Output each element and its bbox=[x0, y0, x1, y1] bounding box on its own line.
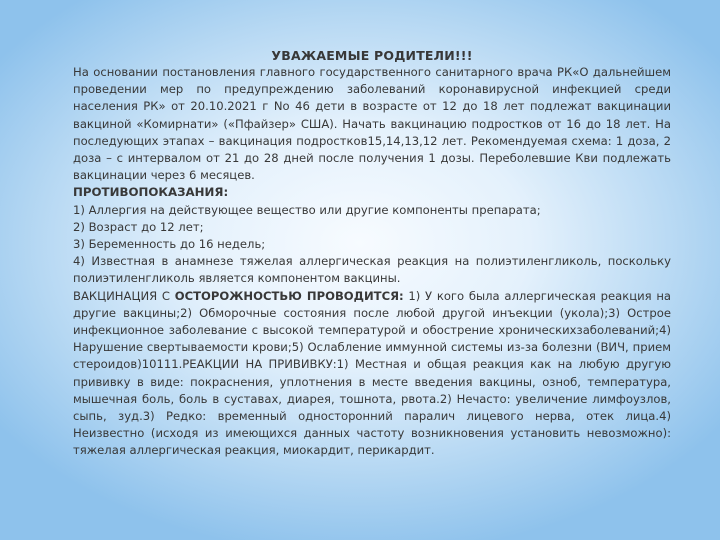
contraindication-item: 3) Беременность до 16 недель; bbox=[73, 237, 266, 252]
notice-title: УВАЖАЕМЫЕ РОДИТЕЛИ!!! bbox=[271, 48, 473, 63]
caution-paragraph bbox=[73, 288, 671, 460]
caution-lead: ВАКЦИНАЦИЯ С bbox=[73, 288, 170, 303]
caution-heading: ОСТОРОЖНОСТЬЮ ПРОВОДИТСЯ: bbox=[174, 288, 404, 303]
contraindications-heading: ПРОТИВОПОКАЗАНИЯ: bbox=[73, 185, 229, 200]
contraindication-item: 4) Известная в анамнезе тяжелая аллергическая реакция на полиэтиленгликоль, поскольку полиэтиленгликоль является компонентом вакцины. bbox=[73, 254, 671, 286]
intro-paragraph: На основании постановления главного государственного санитарного врача РК«О дальнейшем проведении мер по предупреждению заболеваний коронавирусной инфекцией среди населения РК» от 20.10.2021 г No 46 дети в возрасте от 12 до 18 лет подлежат вакцинации вакциной «Комирнати» («Пфайзер» США). Начать вакцинацию подростков от 16 до 18 лет. На последующих этапах – вакцинация подростков15,14,13,12 лет. Рекомендуемая схема: 1 доза, 2 доза – с интервалом от 21 до 28 дней после получения 1 дозы. Переболевшие Кви подлежать вакцинации через 6 месяцев. bbox=[73, 65, 671, 183]
notice-document bbox=[73, 47, 671, 460]
contraindication-item: 2) Возраст до 12 лет; bbox=[73, 219, 204, 234]
caution-text: 1) У кого была аллергическая реакция на другие вакцины;2) Обморочные состояния после любой другой инъекции (укола);3) Острое инфекционное заболевание с высокой температурой и обострение хроническихзаболеваний;4) Нарушение свертываемости крови;5) Ослабление иммунной системы из-за болезни (ВИЧ, прием стероидов)10111.РЕАКЦИИ НА ПРИВИВКУ:1) Местная и общая реакция как на любую другую прививку в виде: покраснения, уплотнения в месте введения вакцины, озноб, температура, мышечная боль, боль в суставах, диарея, тошнота, рвота.2) Нечасто: увеличение лимфоузлов, сыпь, зуд.3) Редко: временный односторонний паралич лицевого нерва, отек лица.4) Неизвестно (исходя из имеющихся данных частоту возникновения установить невозможно): тяжелая аллергическая реакция, миокардит, перикардит. bbox=[73, 288, 672, 458]
contraindication-item: 1) Аллергия на действующее вещество или другие компоненты препарата; bbox=[73, 202, 541, 217]
